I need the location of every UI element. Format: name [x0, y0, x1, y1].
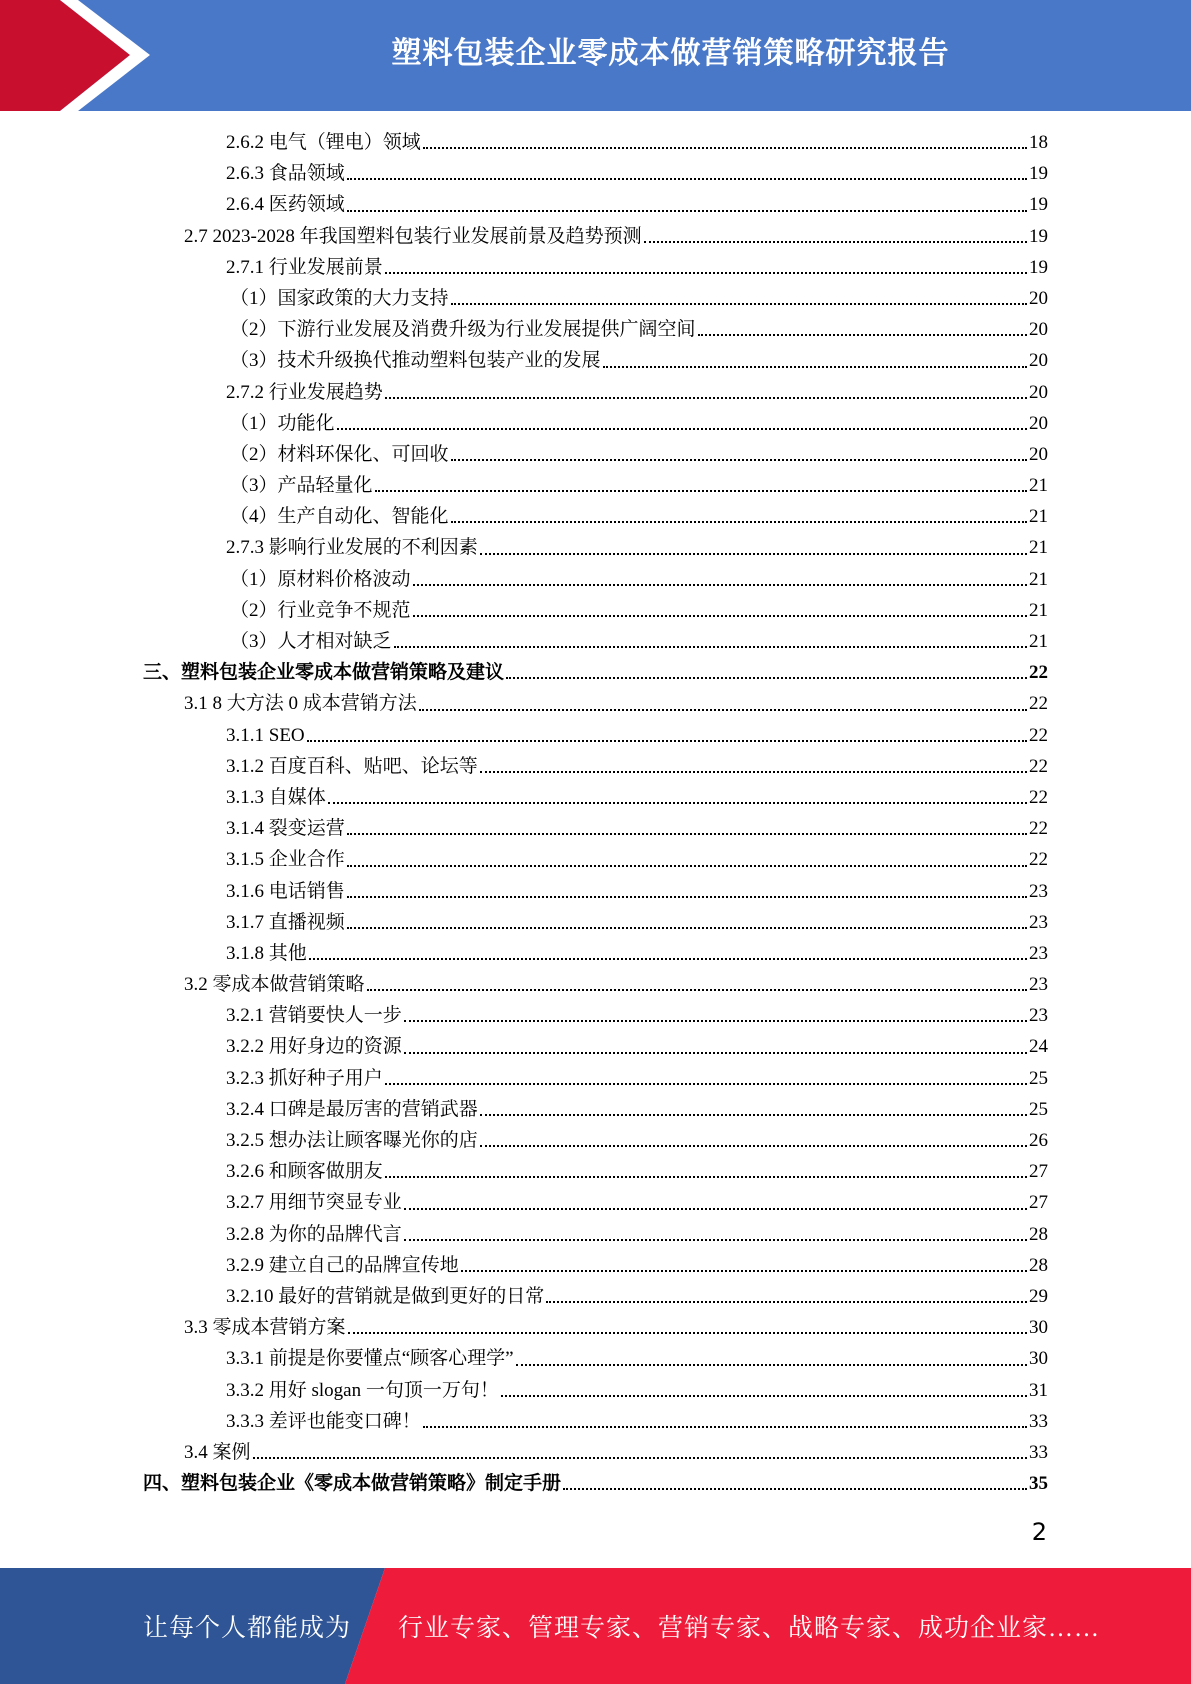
header-title: 塑料包装企业零成本做营销策略研究报告	[391, 36, 950, 71]
toc-entry-label: （2）行业竞争不规范	[230, 599, 411, 621]
toc-entry-page: 30	[1029, 1348, 1048, 1370]
toc-leader-dots	[375, 490, 1027, 492]
toc-entry-label: 四、塑料包装企业《零成本做营销策略》制定手册	[143, 1473, 562, 1495]
toc-entry[interactable]	[0, 1343, 1191, 1374]
toc-entry-page: 22	[1029, 786, 1048, 808]
toc-entry-label: 3.2.9 建立自己的品牌宣传地	[226, 1254, 459, 1276]
toc-entry[interactable]	[0, 907, 1191, 938]
toc-entry[interactable]	[0, 813, 1191, 844]
toc-entry-label: 3.2.7 用细节突显专业	[226, 1192, 402, 1214]
toc-leader-dots	[413, 584, 1027, 586]
toc-leader-dots	[367, 989, 1027, 991]
toc-entry-page: 27	[1029, 1161, 1048, 1183]
toc-entry-page: 28	[1029, 1223, 1048, 1245]
toc-entry[interactable]	[0, 252, 1191, 283]
toc-entry-label: （3）技术升级换代推动塑料包装产业的发展	[230, 350, 601, 372]
toc-entry-label: 3.1.6 电话销售	[226, 880, 345, 902]
toc-leader-dots	[347, 896, 1027, 898]
toc-entry-page: 20	[1029, 319, 1048, 341]
toc-entry-label: 3.3 零成本营销方案	[184, 1317, 346, 1339]
toc-entry-label: 2.7.3 影响行业发展的不利因素	[226, 537, 478, 559]
toc-entry-label: 3.3.1 前提是你要懂点“顾客心理学”	[226, 1348, 514, 1370]
toc-entry-page: 21	[1029, 506, 1048, 528]
toc-leader-dots	[337, 428, 1027, 430]
toc-entry-label: （2）下游行业发展及消费升级为行业发展提供广阔空间	[230, 319, 696, 341]
toc-entry-label: 三、塑料包装企业零成本做营销策略及建议	[143, 662, 505, 684]
toc-entry-label: 3.2.2 用好身边的资源	[226, 1036, 402, 1058]
toc-entry-label: 2.6.2 电气（锂电）领域	[226, 132, 421, 153]
toc-entry[interactable]	[0, 470, 1191, 501]
toc-entry[interactable]	[0, 377, 1191, 408]
page-footer	[0, 1568, 1191, 1684]
toc-entry[interactable]	[0, 314, 1191, 345]
toc-entry[interactable]	[0, 1156, 1191, 1187]
toc-leader-dots	[404, 1239, 1027, 1241]
toc-entry[interactable]	[0, 595, 1191, 626]
toc-entry-page: 35	[1029, 1473, 1048, 1495]
toc-entry[interactable]	[0, 1125, 1191, 1156]
toc-entry[interactable]	[0, 1468, 1191, 1499]
toc-entry-page: 22	[1029, 755, 1048, 777]
toc-entry-label: 2.6.3 食品领域	[226, 163, 345, 185]
toc-leader-dots	[419, 709, 1027, 711]
toc-entry-page: 23	[1029, 942, 1048, 964]
toc-leader-dots	[404, 1052, 1027, 1054]
toc-entry-label: 3.2.8 为你的品牌代言	[226, 1223, 402, 1245]
toc-leader-dots	[328, 802, 1027, 804]
toc-entry-page: 25	[1029, 1067, 1048, 1089]
toc-leader-dots	[546, 1301, 1027, 1303]
toc-entry[interactable]	[0, 1406, 1191, 1437]
toc-leader-dots	[385, 272, 1027, 274]
toc-entry-page: 22	[1029, 818, 1048, 840]
toc-entry-page: 21	[1029, 537, 1048, 559]
toc-entry[interactable]	[0, 345, 1191, 376]
toc-entry-label: 3.2.1 营销要快人一步	[226, 1005, 402, 1027]
toc-leader-dots	[307, 740, 1027, 742]
toc-entry-label: 3.1.1 SEO	[226, 724, 305, 746]
toc-entry-label: （1）原材料价格波动	[230, 568, 411, 590]
toc-entry-page: 23	[1029, 880, 1048, 902]
toc-leader-dots	[404, 1020, 1027, 1022]
toc-leader-dots	[385, 1176, 1027, 1178]
toc-leader-dots	[404, 1208, 1027, 1210]
toc-entry-label: （2）材料环保化、可回收	[230, 443, 449, 465]
toc-leader-dots	[644, 241, 1027, 243]
page-header	[0, 0, 1191, 111]
toc-leader-dots	[461, 1270, 1027, 1272]
toc-leader-dots	[348, 1332, 1027, 1334]
toc-entry-label: 3.2 零成本做营销策略	[184, 974, 365, 996]
toc-entry[interactable]	[0, 1219, 1191, 1250]
footer-slogan-right: 行业专家、管理专家、营销专家、战略专家、成功企业家……	[398, 1615, 1101, 1642]
toc-entry[interactable]	[0, 408, 1191, 439]
toc-leader-dots	[423, 1426, 1027, 1428]
toc-entry-page: 20	[1029, 381, 1048, 403]
toc-entry-label: 2.7 2023-2028 年我国塑料包装行业发展前景及趋势预测	[184, 225, 642, 247]
toc-entry-page: 31	[1029, 1379, 1048, 1401]
toc-entry-page: 28	[1029, 1254, 1048, 1276]
toc-leader-dots	[506, 677, 1027, 679]
toc-leader-dots	[347, 927, 1027, 929]
toc-leader-dots	[603, 366, 1027, 368]
table-of-contents	[0, 127, 1191, 1499]
toc-entry-page: 19	[1029, 194, 1048, 216]
toc-leader-dots	[451, 459, 1027, 461]
toc-entry-label: 3.3.3 差评也能变口碑！	[226, 1410, 421, 1432]
toc-entry[interactable]	[0, 938, 1191, 969]
toc-entry[interactable]	[0, 1031, 1191, 1062]
toc-entry[interactable]	[0, 876, 1191, 907]
toc-entry-page: 21	[1029, 599, 1048, 621]
toc-entry[interactable]	[0, 564, 1191, 595]
toc-entry-page: 20	[1029, 287, 1048, 309]
toc-entry[interactable]	[0, 1063, 1191, 1094]
toc-entry[interactable]	[0, 1094, 1191, 1125]
toc-entry-page: 23	[1029, 911, 1048, 933]
toc-entry-label: 2.7.1 行业发展前景	[226, 256, 383, 278]
toc-entry-label: （3）人才相对缺乏	[230, 631, 392, 652]
toc-entry[interactable]	[0, 1312, 1191, 1343]
toc-entry-page: 20	[1029, 412, 1048, 434]
toc-leader-dots	[394, 646, 1027, 648]
toc-entry[interactable]	[0, 969, 1191, 1000]
toc-entry[interactable]	[0, 626, 1191, 657]
toc-entry[interactable]	[0, 1187, 1191, 1218]
toc-entry[interactable]	[0, 1250, 1191, 1281]
toc-entry[interactable]	[0, 189, 1191, 220]
toc-entry-page: 22	[1029, 849, 1048, 871]
toc-entry-page: 33	[1029, 1441, 1048, 1463]
toc-entry[interactable]	[0, 1375, 1191, 1406]
toc-entry-label: 3.1.4 裂变运营	[226, 818, 345, 840]
toc-entry-label: 3.2.3 抓好种子用户	[226, 1067, 383, 1089]
toc-entry-label: 3.1.2 百度百科、贴吧、论坛等	[226, 755, 478, 777]
toc-leader-dots	[698, 334, 1027, 336]
toc-entry-page: 29	[1029, 1285, 1048, 1307]
toc-entry-page: 24	[1029, 1036, 1048, 1058]
toc-leader-dots	[480, 771, 1027, 773]
toc-leader-dots	[253, 1457, 1027, 1459]
toc-entry-page: 23	[1029, 974, 1048, 996]
toc-entry-page: 21	[1029, 568, 1048, 590]
toc-entry[interactable]	[0, 782, 1191, 813]
toc-entry-page: 26	[1029, 1130, 1048, 1151]
toc-entry[interactable]	[0, 221, 1191, 252]
toc-entry-label: 3.2.5 想办法让顾客曝光你的店	[226, 1130, 478, 1151]
toc-entry-label: 3.2.4 口碑是最厉害的营销武器	[226, 1098, 478, 1120]
toc-entry-page: 21	[1029, 631, 1048, 652]
toc-entry[interactable]	[0, 844, 1191, 875]
toc-leader-dots	[385, 397, 1027, 399]
toc-entry-page: 19	[1029, 163, 1048, 185]
toc-leader-dots	[385, 1083, 1027, 1085]
footer-slogan-left: 让每个人都能成为	[143, 1615, 352, 1642]
toc-entry-label: 3.1.5 企业合作	[226, 849, 345, 871]
toc-leader-dots	[451, 303, 1027, 305]
toc-entry-page: 20	[1029, 443, 1048, 465]
toc-entry[interactable]	[0, 1000, 1191, 1031]
toc-entry-label: （4）生产自动化、智能化	[230, 506, 449, 528]
toc-entry-page: 18	[1029, 132, 1048, 153]
toc-entry-page: 19	[1029, 225, 1048, 247]
toc-leader-dots	[347, 210, 1027, 212]
toc-leader-dots	[516, 1364, 1027, 1366]
toc-entry-page: 22	[1029, 662, 1048, 684]
toc-entry[interactable]	[0, 532, 1191, 563]
toc-entry-label: 3.2.10 最好的营销就是做到更好的日常	[226, 1285, 545, 1307]
toc-entry-label: 3.1 8 大方法 0 成本营销方法	[184, 693, 417, 715]
toc-entry[interactable]	[0, 1437, 1191, 1468]
toc-leader-dots	[563, 1488, 1027, 1490]
toc-entry-label: 3.2.6 和顾客做朋友	[226, 1161, 383, 1183]
toc-entry[interactable]	[0, 751, 1191, 782]
toc-entry[interactable]	[0, 283, 1191, 314]
toc-entry-label: 3.1.8 其他	[226, 942, 307, 964]
toc-entry-page: 22	[1029, 693, 1048, 715]
toc-entry-label: 2.7.2 行业发展趋势	[226, 381, 383, 403]
toc-entry[interactable]	[0, 720, 1191, 751]
toc-entry-label: 3.1.3 自媒体	[226, 786, 326, 808]
toc-leader-dots	[413, 615, 1027, 617]
toc-leader-dots	[480, 553, 1027, 555]
toc-entry[interactable]	[0, 1281, 1191, 1312]
toc-leader-dots	[347, 833, 1027, 835]
toc-entry-label: （1）国家政策的大力支持	[230, 287, 449, 309]
toc-entry-label: 3.3.2 用好 slogan 一句顶一万句！	[226, 1379, 499, 1401]
toc-leader-dots	[451, 521, 1027, 523]
toc-leader-dots	[347, 865, 1027, 867]
toc-entry[interactable]	[0, 688, 1191, 719]
toc-entry[interactable]	[0, 127, 1191, 158]
toc-entry-label: （1）功能化	[230, 412, 335, 434]
toc-entry-label: 3.4 案例	[184, 1441, 251, 1463]
toc-leader-dots	[501, 1395, 1027, 1397]
toc-entry-page: 33	[1029, 1410, 1048, 1432]
page-number: 2	[1031, 1518, 1047, 1546]
toc-entry-label: 3.1.7 直播视频	[226, 911, 345, 933]
toc-leader-dots	[423, 147, 1027, 149]
toc-entry-page: 22	[1029, 724, 1048, 746]
toc-entry-page: 30	[1029, 1317, 1048, 1339]
toc-entry[interactable]	[0, 158, 1191, 189]
toc-entry-page: 21	[1029, 475, 1048, 497]
toc-leader-dots	[480, 1114, 1027, 1116]
toc-entry-page: 20	[1029, 350, 1048, 372]
toc-entry-page: 25	[1029, 1098, 1048, 1120]
toc-entry-page: 27	[1029, 1192, 1048, 1214]
header-chevron-decoration	[0, 0, 160, 111]
toc-leader-dots	[309, 958, 1027, 960]
toc-leader-dots	[347, 178, 1027, 180]
toc-entry[interactable]	[0, 657, 1191, 688]
toc-entry-label: （3）产品轻量化	[230, 475, 373, 497]
toc-entry-page: 23	[1029, 1005, 1048, 1027]
toc-leader-dots	[480, 1145, 1027, 1147]
toc-entry-page: 19	[1029, 256, 1048, 278]
toc-entry-label: 2.6.4 医药领域	[226, 194, 345, 216]
toc-entry[interactable]	[0, 439, 1191, 470]
toc-entry[interactable]	[0, 501, 1191, 532]
